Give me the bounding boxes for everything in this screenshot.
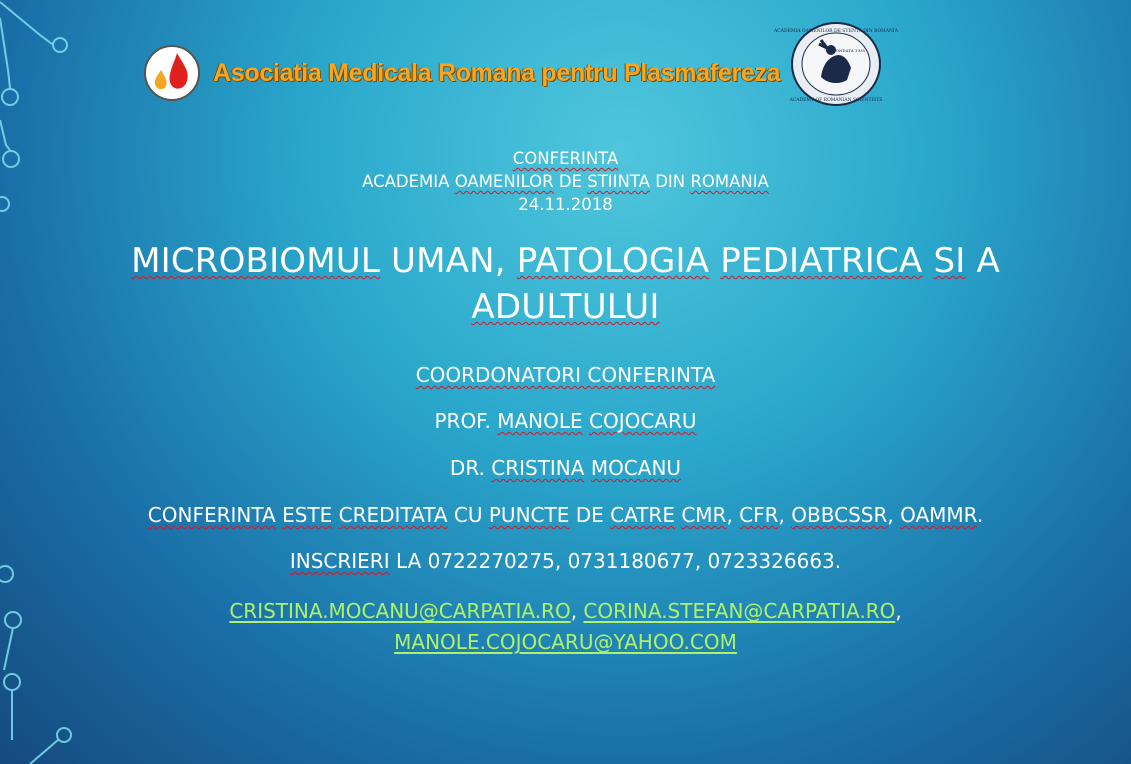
email-link-manole[interactable]: MANOLE.COJOCARU@YAHOO.COM: [394, 630, 737, 654]
blood-drop-logo-icon: [143, 44, 201, 102]
conference-title: [0, 238, 1131, 330]
event-info: [0, 147, 1131, 216]
association-logo: [143, 44, 780, 102]
academy-seal-icon: [774, 22, 898, 106]
coordinators-heading: COORDONATORI CONFERINTA: [415, 363, 716, 387]
contact-emails: CRISTINA.MOCANU@CARPATIA.RO, CORINA.STEFAN@CARPATIA.RO, MANOLE.COJOCARU@YAHOO.COM: [229, 599, 902, 654]
association-name: Asociatia Medicala Romana pentru Plasmafereza: [213, 58, 781, 87]
credits-line: CONFERINTA ESTE CREDITATA CU PUNCTE DE CATRE CMR, CFR, OBBCSSR, OAMMR.: [147, 503, 984, 527]
event-type: CONFERINTA: [512, 149, 619, 168]
academy-seal: [774, 22, 898, 110]
event-venue: ACADEMIA OAMENILOR DE STIINTA DIN ROMANIA: [362, 172, 769, 191]
coordinator-2: DR. CRISTINA MOCANU: [449, 456, 682, 480]
seal-text-top: ACADEMIA OAMENILOR DE STIINTA DIN ROMANIA: [774, 29, 898, 34]
coordinator-1: PROF. MANOLE COJOCARU: [434, 409, 697, 433]
event-date: 24.11.2018: [518, 195, 613, 214]
title-line-1: MICROBIOMUL UMAN, PATOLOGIA PEDIATRICA SI A: [131, 241, 1000, 281]
registration-line: INSCRIERI LA 0722270275, 0731180677, 0723326663.: [289, 549, 842, 573]
email-link-cristina[interactable]: CRISTINA.MOCANU@CARPATIA.RO: [229, 599, 571, 623]
seal-text-bottom: ACADEMY OF ROMANIAN SCIENTISTS: [789, 98, 883, 103]
title-line-2: ADULTULUI: [471, 287, 660, 327]
seal-founded: FONDATA 1935: [832, 48, 866, 53]
email-link-corina[interactable]: CORINA.STEFAN@CARPATIA.RO: [583, 599, 896, 623]
